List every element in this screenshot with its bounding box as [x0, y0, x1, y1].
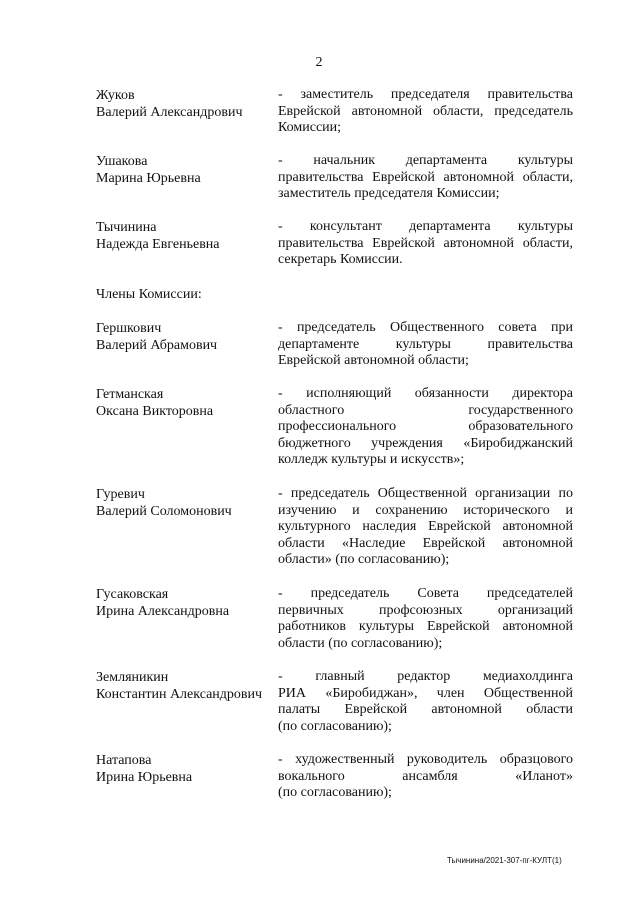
role-line: первичных профсоюзных организаций	[278, 602, 573, 618]
role-line: области «Наследие Еврейской автономной	[278, 535, 573, 551]
member-name-gusakovskaya	[96, 586, 229, 620]
role-line: - консультант департамента культуры	[278, 219, 573, 234]
given-names: Константин Александрович	[96, 687, 263, 702]
given-names: Ирина Александровна	[96, 604, 230, 619]
member-name-zhukov	[96, 87, 242, 121]
role-line: вокального ансамбля «Иланот»	[278, 768, 573, 784]
surname: Гусаковская	[96, 587, 169, 602]
role-line: изучению и сохранению исторического и	[278, 502, 573, 518]
role-line: - исполняющий обязанности директора	[278, 386, 573, 401]
role-line: РИА «Биробиджан», член Общественной	[278, 685, 573, 701]
given-names: Валерий Абрамович	[96, 338, 218, 353]
member-name-ushakova	[96, 153, 201, 187]
member-name-gurevich	[96, 486, 232, 520]
role-line: - главный редактор медиахолдинга	[278, 669, 573, 684]
role-line: (по согласованию);	[278, 785, 392, 800]
role-line: колледж культуры и искусств»;	[278, 452, 465, 467]
member-role-gurevich	[278, 486, 573, 569]
role-line: работников культуры Еврейской автономной	[278, 619, 573, 634]
role-line: палаты Еврейской автономной области	[278, 702, 573, 717]
role-line: областного государственного	[278, 402, 573, 418]
role-line: Еврейской автономной области, председатель	[278, 103, 573, 119]
role-line: правительства Еврейской автономной области,	[278, 169, 573, 185]
role-line: бюджетного учреждения «Биробиджанский	[278, 435, 573, 451]
given-names: Надежда Евгеньевна	[96, 237, 220, 252]
role-line: области» (по согласованию);	[278, 552, 450, 567]
role-line: заместитель председателя Комиссии;	[278, 186, 500, 201]
surname: Гершкович	[96, 321, 162, 336]
members-heading: Члены Комиссии:	[96, 287, 202, 302]
given-names: Валерий Соломонович	[96, 504, 232, 519]
surname: Гетманская	[96, 387, 164, 402]
member-name-tychinina	[96, 219, 220, 253]
role-line: (по согласованию);	[278, 718, 392, 734]
member-role-ushakova	[278, 153, 573, 203]
role-line: - художественный руководитель образцового	[278, 752, 573, 767]
surname: Жуков	[96, 88, 135, 103]
given-names: Марина Юрьевна	[96, 171, 201, 186]
surname: Тычинина	[96, 220, 157, 235]
surname: Земляникин	[96, 670, 169, 685]
role-line: департаменте культуры правительства	[278, 336, 573, 352]
surname: Гуревич	[96, 487, 145, 502]
member-role-gershkovich	[278, 320, 573, 370]
member-role-gusakovskaya	[278, 586, 573, 652]
member-role-tychinina	[278, 219, 573, 269]
role-line: Еврейской автономной области;	[278, 353, 469, 368]
role-line: культурного наследия Еврейской автономной	[278, 519, 573, 534]
role-line: Комиссии;	[278, 120, 342, 135]
member-name-gershkovich	[96, 320, 217, 354]
surname: Натапова	[96, 753, 152, 768]
member-role-natapova	[278, 752, 573, 802]
role-line: правительства Еврейской автономной области,	[278, 235, 573, 251]
given-names: Валерий Александрович	[96, 105, 243, 120]
role-line: секретарь Комиссии.	[278, 252, 403, 267]
given-names: Ирина Юрьевна	[96, 770, 193, 785]
role-line: - начальник департамента культуры	[278, 153, 573, 168]
member-role-getmanskaya	[278, 386, 573, 469]
role-line: - председатель Совета председателей	[278, 586, 573, 601]
page-number: 2	[315, 55, 323, 70]
document-code: Тычинина/2021-307-пг-КУЛТ(1)	[447, 856, 562, 865]
role-line: - председатель Общественной организации по	[278, 486, 573, 501]
member-name-natapova	[96, 752, 192, 786]
given-names: Оксана Викторовна	[96, 404, 214, 419]
member-name-getmanskaya	[96, 386, 213, 420]
role-line: области (по согласованию);	[278, 635, 443, 651]
role-line: профессионального образовательного	[278, 419, 573, 434]
role-line: - заместитель председателя правительства	[278, 87, 573, 102]
surname: Ушакова	[96, 154, 148, 169]
member-role-zemlyanikin	[278, 669, 573, 735]
member-role-zhukov	[278, 87, 573, 137]
member-name-zemlyanikin	[96, 669, 262, 703]
role-line: - председатель Общественного совета при	[278, 320, 573, 335]
